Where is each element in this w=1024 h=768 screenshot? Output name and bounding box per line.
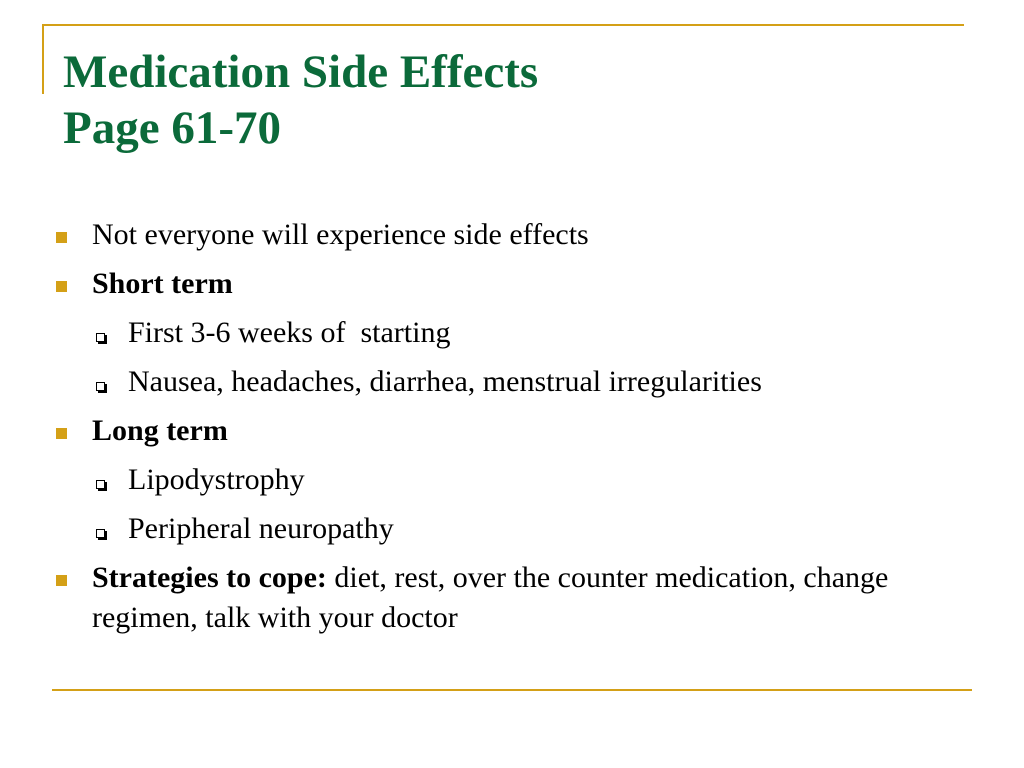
sub-list-item	[56, 362, 956, 402]
item-text: Lipodystrophy	[128, 463, 305, 496]
item-heading: Long term	[92, 414, 228, 447]
list-item	[56, 264, 956, 304]
sub-list-item	[56, 509, 956, 549]
item-text: First 3-6 weeks of starting	[128, 316, 451, 349]
sub-list-item	[56, 313, 956, 353]
list-item	[56, 558, 956, 638]
list-item	[56, 411, 956, 451]
square-bullet-icon	[56, 232, 67, 243]
square-bullet-icon	[56, 281, 67, 292]
sub-list-item	[56, 460, 956, 500]
item-text: Peripheral neuropathy	[128, 512, 394, 545]
hollow-box-bullet-icon	[96, 382, 105, 391]
item-text: Nausea, headaches, diarrhea, menstrual irregularities	[128, 365, 762, 398]
item-heading: Short term	[92, 267, 233, 300]
list-item	[56, 215, 956, 255]
square-bullet-icon	[56, 575, 67, 586]
item-text: diet, rest, over the counter medication, change regimen, talk with your doctor	[92, 561, 889, 634]
left-border-line	[42, 24, 44, 94]
bottom-border-line	[52, 689, 972, 691]
slide-title	[63, 44, 538, 156]
item-text: Not everyone will experience side effects	[92, 218, 589, 251]
hollow-box-bullet-icon	[96, 529, 105, 538]
top-border-line	[42, 24, 964, 26]
title-line-1: Medication Side Effects	[63, 46, 539, 98]
square-bullet-icon	[56, 428, 67, 439]
hollow-box-bullet-icon	[96, 333, 105, 342]
title-line-2: Page 61-70	[63, 102, 281, 154]
item-heading: Strategies to cope:	[92, 561, 327, 594]
bullet-list	[56, 215, 956, 647]
hollow-box-bullet-icon	[96, 480, 105, 489]
